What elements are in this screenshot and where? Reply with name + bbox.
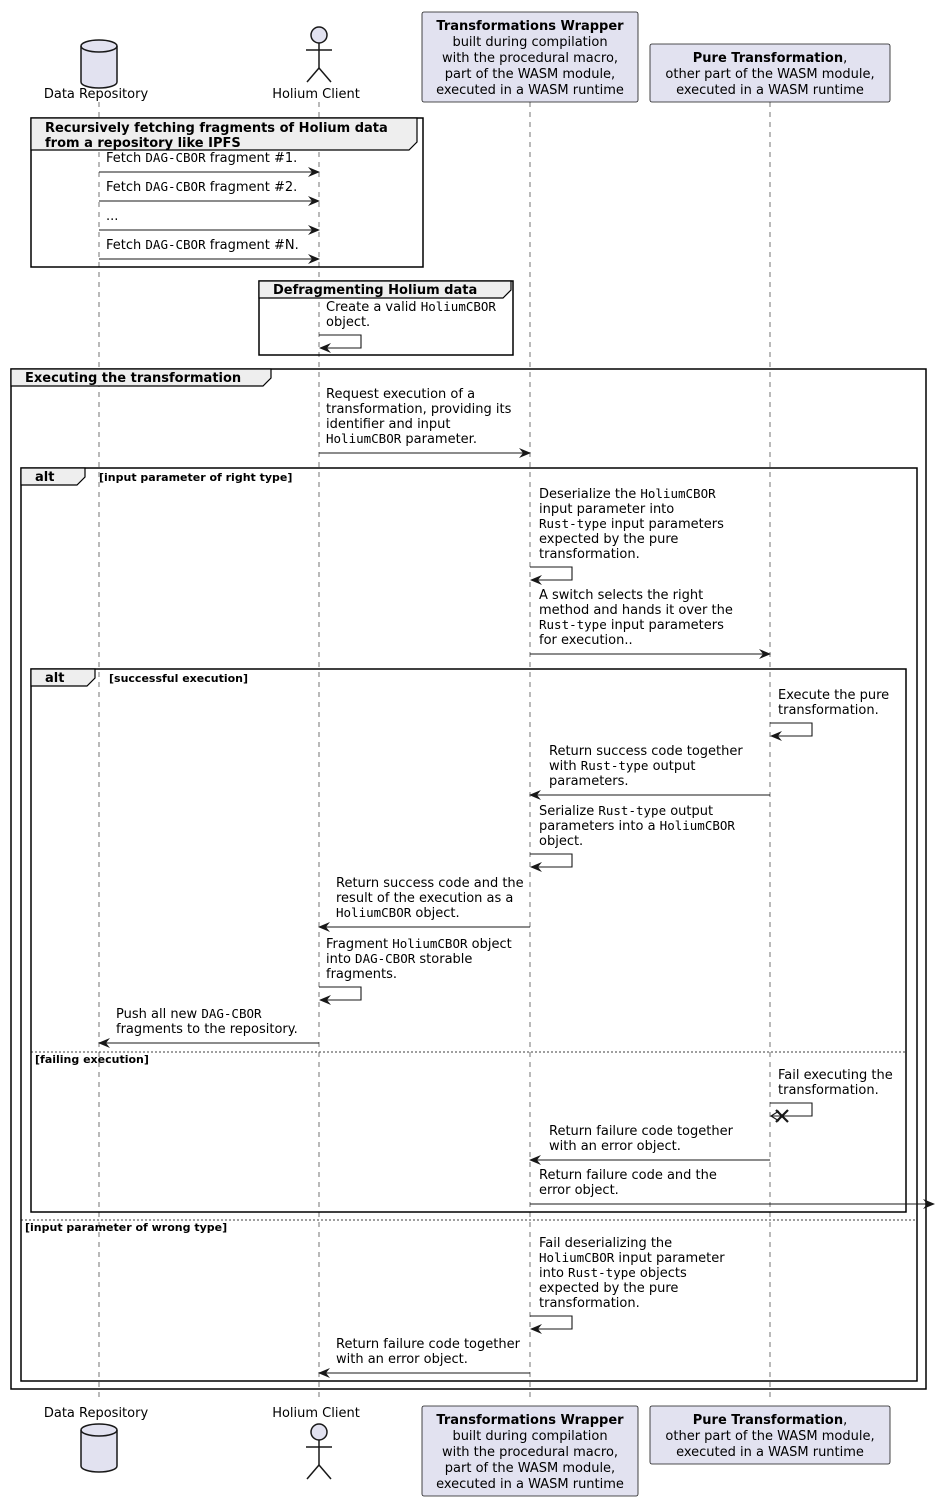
participant-label-line: built during compilation <box>452 35 608 50</box>
participant-label-line: built during compilation <box>452 1429 608 1444</box>
message-label-line: object. <box>326 315 371 330</box>
participant-label-line: executed in a WASM runtime <box>436 83 624 98</box>
actor-icon <box>311 27 327 43</box>
message-fragment <box>319 936 512 1000</box>
message-label-line: input parameter into <box>539 502 675 517</box>
participant-wrapper-bottom <box>422 1406 638 1496</box>
message-create_obj <box>319 299 496 348</box>
participant-label-line: other part of the WASM module, <box>665 67 875 82</box>
message-label-line: Fetch DAG-CBOR fragment #2. <box>106 179 298 195</box>
message-label-line: HoliumCBOR input parameter <box>539 1250 725 1266</box>
message-label-line: Fail deserializing the <box>539 1236 673 1251</box>
message-return_success <box>530 744 770 795</box>
message-label-line: Create a valid HoliumCBOR <box>326 299 496 315</box>
group-defrag <box>259 281 513 355</box>
message-label-line: Fragment HoliumCBOR object <box>326 936 512 952</box>
self-message-arrow <box>770 723 812 736</box>
participant-label-line: executed in a WASM runtime <box>676 1445 864 1460</box>
actor-icon <box>311 1424 327 1440</box>
message-label-line: with Rust-type output <box>549 758 696 774</box>
message-label-line: object. <box>539 834 584 849</box>
message-return_failure2 <box>319 1337 530 1373</box>
message-request_exec <box>319 387 530 453</box>
participant-pure-top <box>650 44 890 102</box>
participant-label-line: part of the WASM module, <box>444 1461 616 1476</box>
self-message-arrow <box>530 1316 572 1329</box>
participant-label-line: executed in a WASM runtime <box>676 83 864 98</box>
group-alt_outer <box>21 468 917 1381</box>
participant-label-line: executed in a WASM runtime <box>436 1477 624 1492</box>
message-label-line: Fail executing the <box>778 1068 893 1083</box>
self-message-arrow <box>319 987 361 1000</box>
message-label-line: transformation. <box>539 547 640 562</box>
alt-keyword: alt <box>45 671 65 686</box>
message-label-line: parameters. <box>549 774 629 789</box>
self-message-arrow <box>530 854 572 867</box>
group-title: Defragmenting Holium data <box>273 283 478 298</box>
message-label-line: Return failure code together <box>336 1337 520 1352</box>
message-label-line: parameters into a HoliumCBOR <box>539 818 735 834</box>
participant-client-top <box>272 27 360 102</box>
participant-label-line: Transformations Wrapper <box>436 19 624 34</box>
message-label-line: transformation. <box>778 703 879 718</box>
message-fetch2 <box>99 179 319 201</box>
participant-label-line: with the procedural macro, <box>441 1445 619 1460</box>
participant-wrapper-top <box>422 12 638 102</box>
message-execute_pure <box>770 688 889 736</box>
message-fail_deser <box>530 1236 725 1329</box>
message-push <box>99 1006 319 1043</box>
else-guard: [failing execution] <box>35 1053 149 1066</box>
message-label-line: Request execution of a <box>326 387 476 402</box>
message-switch <box>530 588 770 654</box>
message-label-line: transformation. <box>539 1296 640 1311</box>
participant-label-line: Transformations Wrapper <box>436 1413 624 1428</box>
message-label-line: expected by the pure <box>539 1281 679 1296</box>
database-icon <box>81 40 117 88</box>
message-fail_exec <box>770 1068 893 1122</box>
message-label-line: method and hands it over the <box>539 603 733 618</box>
alt-guard: [input parameter of right type] <box>99 471 293 484</box>
message-label-line: Return failure code together <box>549 1124 733 1139</box>
message-label-line: HoliumCBOR object. <box>336 905 460 921</box>
message-label-line: for execution.. <box>539 633 633 648</box>
message-fetch_dots <box>99 209 319 230</box>
group-title: Recursively fetching fragments of Holium data <box>45 121 388 136</box>
message-deserialize <box>530 486 724 580</box>
message-label-line: Push all new DAG-CBOR <box>116 1006 262 1022</box>
database-icon <box>81 1424 117 1472</box>
message-label-line: with an error object. <box>549 1139 681 1154</box>
participant-label: Holium Client <box>272 1406 360 1421</box>
message-return_result <box>319 876 530 927</box>
self-message-arrow <box>770 1103 812 1116</box>
group-title: from a repository like IPFS <box>45 136 241 151</box>
participant-pure-bottom <box>650 1406 890 1464</box>
participant-label-line: Pure Transformation, <box>692 51 848 66</box>
group-title: Executing the transformation <box>25 371 242 386</box>
message-label-line: A switch selects the right <box>539 588 704 603</box>
message-label-line: Deserialize the HoliumCBOR <box>539 486 716 502</box>
message-label-line: fragments to the repository. <box>116 1022 298 1037</box>
message-label-line: transformation, providing its <box>326 402 512 417</box>
message-label-line: HoliumCBOR parameter. <box>326 431 477 447</box>
message-label-line: transformation. <box>778 1083 879 1098</box>
participant-repo-bottom <box>44 1406 149 1472</box>
message-fetch1 <box>99 150 319 172</box>
message-fetchN <box>99 237 319 259</box>
message-label-line: ... <box>106 209 119 224</box>
message-label-line: identifier and input <box>326 417 451 432</box>
message-label-line: Execute the pure <box>778 688 890 703</box>
self-message-arrow <box>319 335 361 348</box>
message-label-line: Return success code and the <box>336 876 524 891</box>
participant-label-line: Pure Transformation, <box>692 1413 848 1428</box>
participant-label-line: with the procedural macro, <box>441 51 619 66</box>
participant-label: Holium Client <box>272 87 360 102</box>
alt-keyword: alt <box>35 470 55 485</box>
message-label-line: Serialize Rust-type output <box>539 803 714 819</box>
message-serialize <box>530 803 735 867</box>
message-label-line: expected by the pure <box>539 532 679 547</box>
message-return_failure_err <box>530 1168 934 1204</box>
message-label-line: Fetch DAG-CBOR fragment #N. <box>106 237 299 253</box>
alt-guard: [successful execution] <box>109 672 249 685</box>
participant-label: Data Repository <box>43 87 149 102</box>
participant-client-bottom <box>272 1406 360 1479</box>
message-return_failure <box>530 1124 770 1160</box>
message-label-line: into Rust-type objects <box>539 1265 687 1281</box>
message-label-line: result of the execution as a <box>336 891 514 906</box>
message-label-line: with an error object. <box>336 1352 468 1367</box>
participant-label: Data Repository <box>43 1406 149 1421</box>
message-label-line: Return success code together <box>549 744 743 759</box>
message-label-line: fragments. <box>326 967 398 982</box>
self-message-arrow <box>530 567 572 580</box>
message-label-line: Rust-type input parameters <box>539 617 724 633</box>
message-label-line: error object. <box>539 1183 619 1198</box>
participant-label-line: part of the WASM module, <box>444 67 616 82</box>
else-guard: [input parameter of wrong type] <box>25 1221 228 1234</box>
message-label-line: Fetch DAG-CBOR fragment #1. <box>106 150 298 166</box>
participant-label-line: other part of the WASM module, <box>665 1429 875 1444</box>
message-label-line: into DAG-CBOR storable <box>326 951 473 967</box>
message-label-line: Return failure code and the <box>539 1168 717 1183</box>
message-label-line: Rust-type input parameters <box>539 516 724 532</box>
participant-repo-top <box>44 40 149 102</box>
